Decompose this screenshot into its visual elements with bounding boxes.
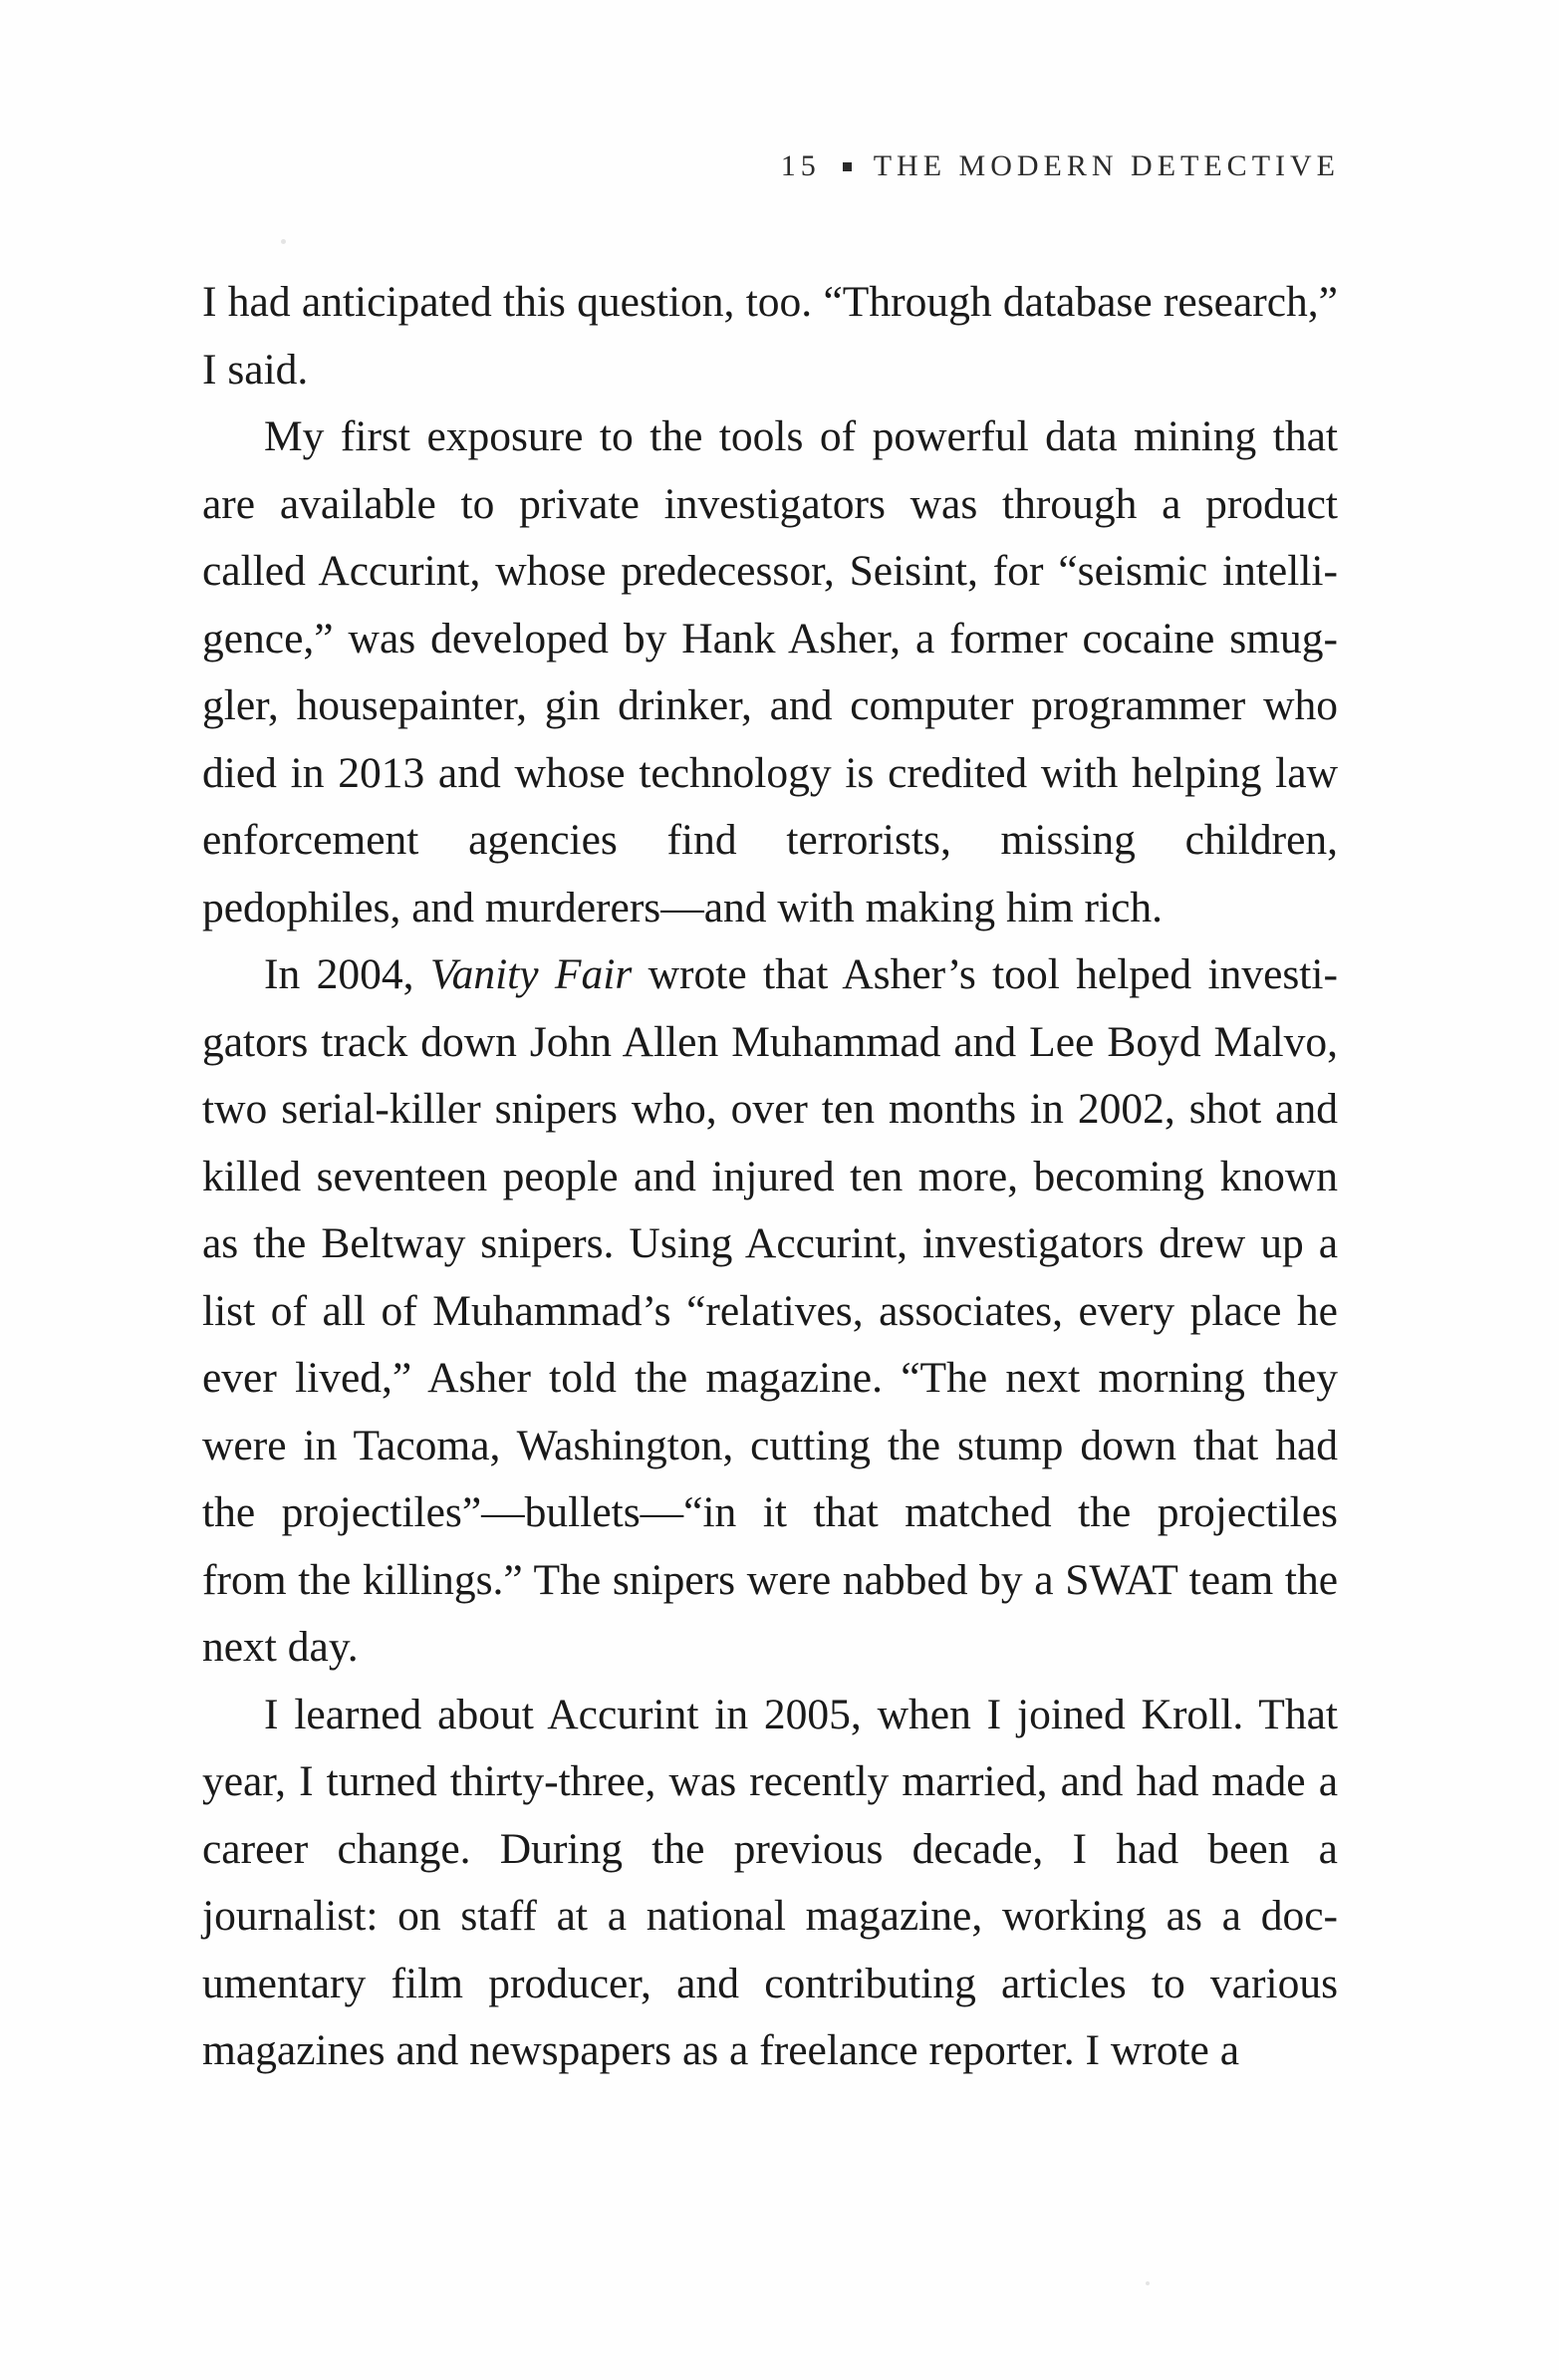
scan-speck xyxy=(1146,2281,1150,2285)
paragraph-3-rest: wrote that Asher’s tool helped investigators track down John Allen Muhammad and Lee Boyd Malvo, two serial-killer snipers who, over ten months in 2002, shot and killed seventeen people and injured ten more, becoming known as the Beltway snipers. Using Accurint, investigators drew up a list of all of Muhammad’s “relatives, associates, every place he ever lived,” Asher told the magazine. “The next morning they were in Tacoma, Washington, cutting the stump down that had the projectiles”—bullets—“in it that matched the projectiles from the killings.” The snipers were nabbed by a SWAT team the next day. xyxy=(202,950,1338,1671)
separator-bullet-icon xyxy=(843,162,852,171)
paragraph-1: I had anticipated this question, too. “Through database research,” I said. xyxy=(202,278,1338,394)
paragraph-3-lead: In 2004, xyxy=(264,950,430,998)
page-number: 15 xyxy=(780,149,821,182)
paragraph-3 xyxy=(202,941,1338,1682)
running-title: THE MODERN DETECTIVE xyxy=(873,149,1340,182)
paragraph-2: My first exposure to the tools of powerful data mining that are available to private investigators was through a product called Accurint, whose predecessor, Seisint, for “seismic intelligence,” was developed by Hank Asher, a former cocaine smuggler, housepainter, gin drinker, and computer programmer who died in 2013 and whose technology is credited with helping law enforcement agencies find terrorists, missing children, pedophiles, and murderers—and with making him rich. xyxy=(202,412,1338,931)
scan-speck xyxy=(281,239,286,244)
running-head xyxy=(781,149,1340,183)
body-text xyxy=(202,269,1338,2085)
paragraph-4: I learned about Accurint in 2005, when I joined Kroll. That year, I turned thirty-three, was recently married, and had made a career change. During the previous decade, I had been a journalist: on staff at a national magazine, working as a documentary film producer, and contributing articles to various magazines and newspapers as a freelance reporter. I wrote a xyxy=(202,1690,1338,2074)
publication-title: Vanity Fair xyxy=(429,950,633,998)
